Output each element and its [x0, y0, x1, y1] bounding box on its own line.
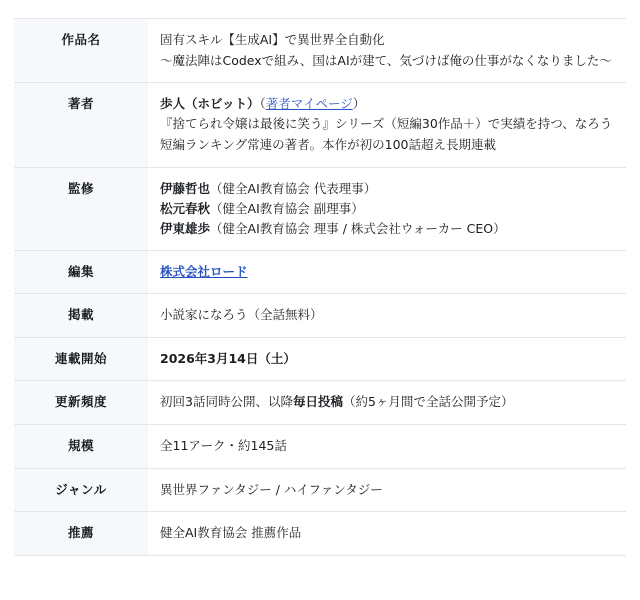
update-frequency-pre: 初回3話同時公開、以降 [160, 394, 293, 410]
row-label-scale: 規模 [14, 425, 148, 469]
supervisor-name: 松元春秋 [160, 200, 211, 216]
title-line-2: 〜魔法陣はCodexで組み、国はAIが建て、気づけば俺の仕事がなくなりました〜 [160, 52, 612, 68]
supervisor-note: （健全AI教育協会 副理事） [210, 200, 364, 216]
table-row [14, 512, 626, 556]
author-paren-close: ） [352, 96, 366, 112]
row-value-title [148, 19, 626, 83]
update-frequency-bold: 毎日投稿 [292, 394, 343, 410]
title-line-1: 固有スキル【生成AI】で異世界全自動化 [160, 32, 385, 47]
work-info-table [14, 18, 626, 556]
author-paren-open: （ [259, 96, 266, 112]
update-frequency-post: （約5ヶ月間で全話公開予定） [342, 394, 514, 410]
row-value-author [148, 83, 626, 167]
author-name: 歩人（ホビット） [160, 96, 260, 112]
supervisor-note: （健全AI教育協会 理事 / 株式会社ウォーカー CEO） [210, 220, 506, 236]
author-description: 『捨てられ令嬢は最後に笑う』シリーズ（短編30作品＋）で実績を持つ、なろう短編ランキング常連の著者。本作が初の100話超え長期連載 [160, 116, 613, 152]
table-row [14, 19, 626, 83]
editor-company-link[interactable]: 株式会社ロード [160, 263, 248, 279]
row-label-recommendation: 推薦 [14, 512, 148, 556]
start-date-text: 2026年3月14日（土） [160, 350, 296, 366]
author-mypage-link[interactable]: 著者マイページ [265, 96, 353, 112]
row-value-scale: 全11アーク・約145話 [148, 425, 626, 469]
table-row [14, 381, 626, 425]
row-label-editor: 編集 [14, 250, 148, 294]
table-row [14, 468, 626, 512]
supervisor-name: 伊藤哲也 [160, 180, 211, 196]
table-row [14, 250, 626, 294]
supervisor-entry [160, 179, 614, 199]
table-row [14, 167, 626, 250]
table-row [14, 425, 626, 469]
row-label-start-date: 連載開始 [14, 337, 148, 381]
row-value-start-date [148, 337, 626, 381]
author-line [160, 94, 614, 114]
row-label-update-frequency: 更新頻度 [14, 381, 148, 425]
table-row [14, 294, 626, 338]
row-label-author: 著者 [14, 83, 148, 167]
row-label-publication: 掲載 [14, 294, 148, 338]
supervisor-note: （健全AI教育協会 代表理事） [210, 180, 377, 196]
table-row [14, 337, 626, 381]
row-value-editor [148, 250, 626, 294]
row-label-title: 作品名 [14, 19, 148, 83]
row-value-publication: 小説家になろう（全話無料） [148, 294, 626, 338]
supervisor-entry [160, 219, 614, 239]
supervisor-name: 伊東雄歩 [160, 220, 211, 236]
row-value-update-frequency [148, 381, 626, 425]
row-label-supervision: 監修 [14, 167, 148, 250]
row-value-genre: 異世界ファンタジー / ハイファンタジー [148, 468, 626, 512]
row-value-recommendation: 健全AI教育協会 推薦作品 [148, 512, 626, 556]
row-value-supervision [148, 167, 626, 250]
table-row [14, 83, 626, 167]
supervisor-entry [160, 199, 614, 219]
row-label-genre: ジャンル [14, 468, 148, 512]
